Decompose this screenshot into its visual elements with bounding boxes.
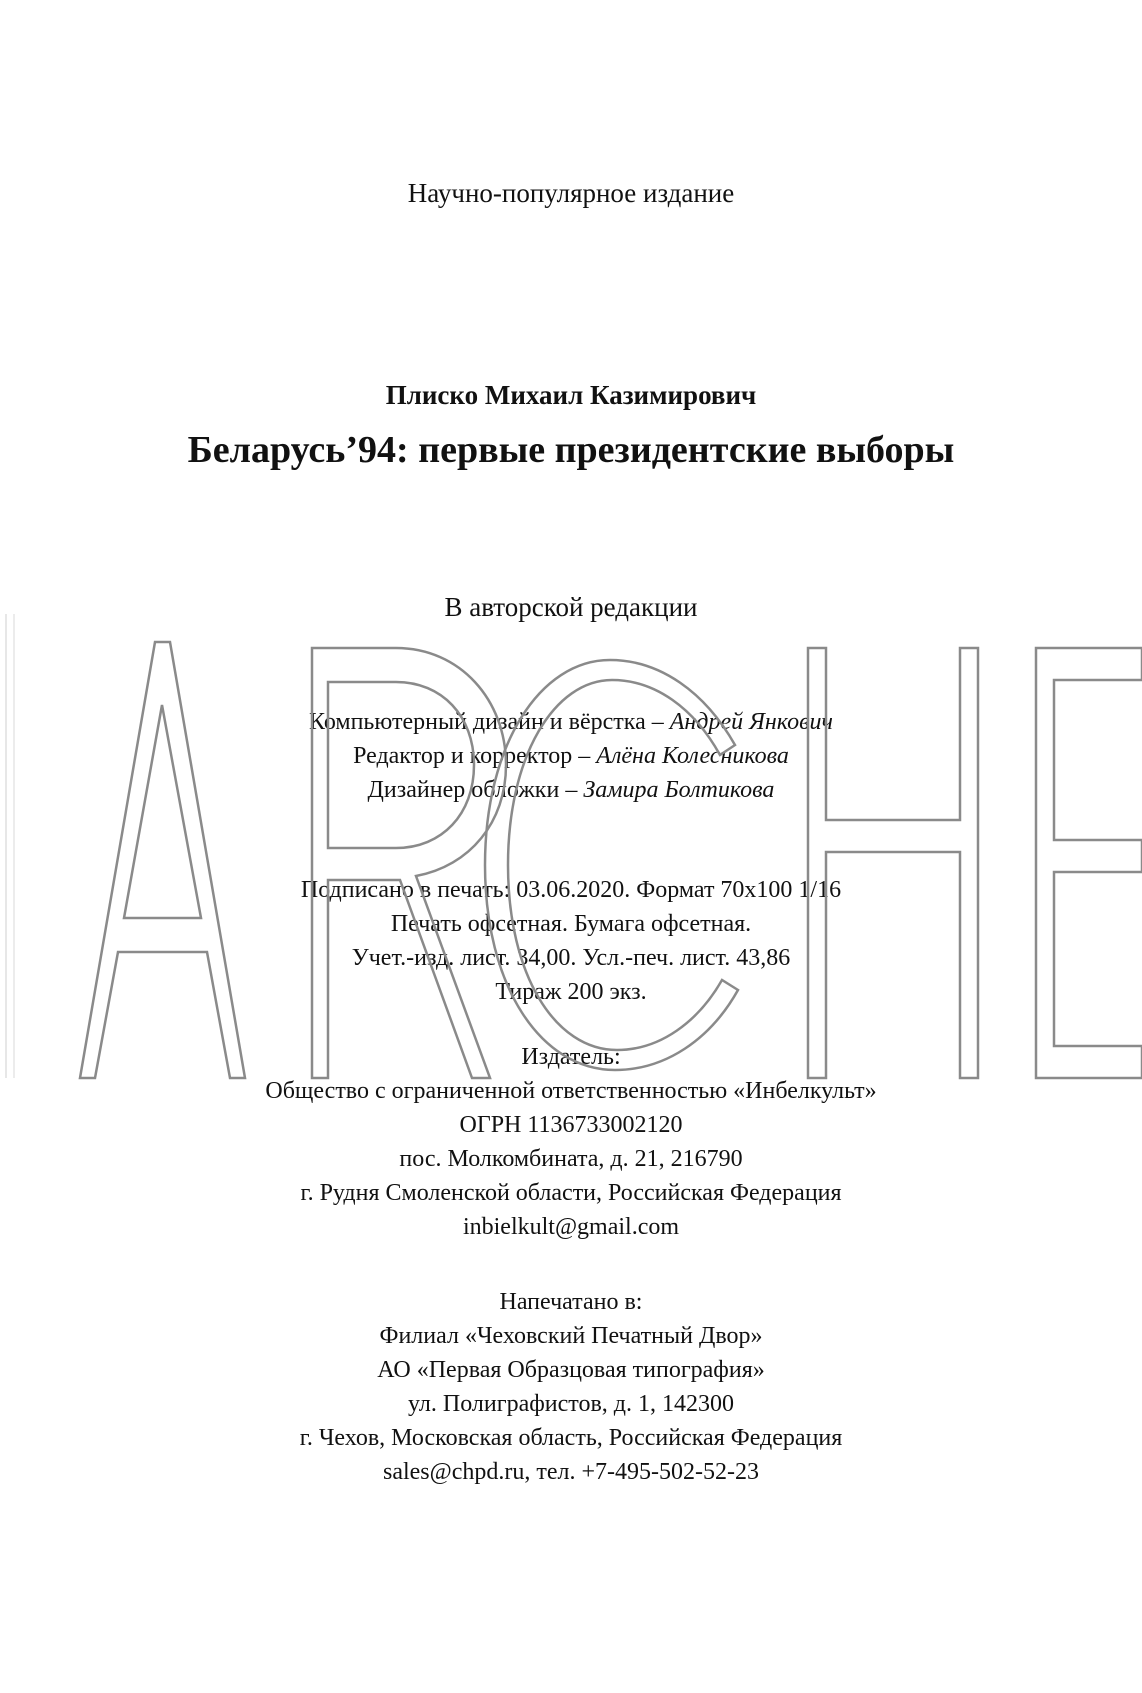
credit-role: Компьютерный дизайн и вёрстка – bbox=[309, 709, 670, 735]
publisher-name: Общество с ограниченной ответственностью «Инбелкульт» bbox=[265, 1078, 877, 1104]
printing-info-line: Подписано в печать: 03.06.2020. Формат 70х100 1/16 bbox=[300, 877, 842, 903]
credit-role: Дизайнер обложки – bbox=[367, 777, 584, 803]
printer-heading: Напечатано в: bbox=[499, 1289, 643, 1315]
credits-block bbox=[0, 705, 1142, 807]
credit-role: Редактор и корректор – bbox=[353, 743, 597, 769]
publisher-city: г. Рудня Смоленской области, Российская Федерация bbox=[300, 1180, 842, 1206]
credit-name: Замира Болтикова bbox=[583, 777, 775, 803]
book-author: Плиско Михаил Казимирович bbox=[385, 380, 757, 410]
printer-branch: Филиал «Чеховский Печатный Двор» bbox=[379, 1323, 763, 1349]
printing-info-line: Тираж 200 экз. bbox=[495, 979, 647, 1005]
book-title: Беларусь’94: первые президентские выборы bbox=[187, 429, 955, 471]
printing-info-block bbox=[0, 873, 1142, 1009]
credit-line bbox=[0, 739, 1142, 773]
publisher-email: inbielkult@gmail.com bbox=[462, 1214, 680, 1240]
publisher-address: пос. Молкомбината, д. 21, 216790 bbox=[399, 1146, 743, 1172]
credit-line bbox=[0, 705, 1142, 739]
printing-info-line: Учет.-изд. лист. 34,00. Усл.-печ. лист. 43,86 bbox=[351, 945, 791, 971]
printer-address: ул. Полиграфистов, д. 1, 142300 bbox=[407, 1391, 734, 1417]
printer-city: г. Чехов, Московская область, Российская Федерация bbox=[299, 1425, 843, 1451]
printer-contacts: sales@chpd.ru, тел. +7-495-502-52-23 bbox=[382, 1459, 760, 1485]
printer-company: АО «Первая Образцовая типография» bbox=[377, 1357, 765, 1383]
publication-genre: Научно-популярное издание bbox=[407, 178, 735, 208]
publisher-heading: Издатель: bbox=[521, 1044, 621, 1070]
credit-name: Алёна Колесникова bbox=[596, 743, 789, 769]
credit-name: Андрей Янкович bbox=[669, 709, 833, 735]
publisher-ogrn: ОГРН 1136733002120 bbox=[459, 1112, 683, 1138]
printing-info-line: Печать офсетная. Бумага офсетная. bbox=[390, 911, 752, 937]
credit-line bbox=[0, 773, 1142, 807]
printer-block bbox=[0, 1285, 1142, 1489]
edition-note: В авторской редакции bbox=[444, 592, 698, 622]
publisher-block bbox=[0, 1040, 1142, 1244]
